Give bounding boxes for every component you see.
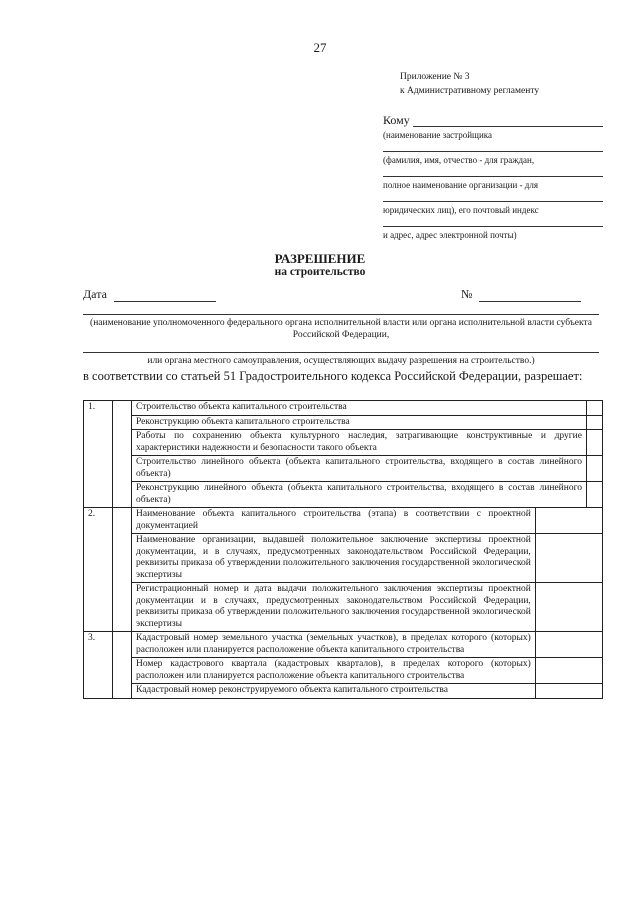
number-label: №: [461, 287, 473, 301]
authority-field-line-2[interactable]: [83, 352, 599, 353]
table-row: [84, 684, 603, 699]
field-label: Номер кадастрового квартала (кадастровых кварталов), в пределах которого (которых) расположен или планируется расположение объекта капитального строительства: [132, 658, 536, 684]
work-type-checkbox[interactable]: [587, 401, 603, 416]
recipient-label: Кому: [383, 113, 410, 127]
field-value[interactable]: [535, 658, 602, 684]
recipient-caption-2: (фамилия, имя, отчество - для граждан,: [383, 155, 535, 165]
table-row: [84, 415, 603, 430]
recipient-caption-4: юридических лиц), его почтовый индекс: [383, 205, 539, 215]
recipient-caption-3: полное наименование организации - для: [383, 180, 539, 190]
row-number: 3.: [84, 632, 113, 699]
authority-field-line-1[interactable]: [83, 314, 599, 315]
recipient-caption-5: и адрес, адрес электронной почты): [383, 230, 517, 240]
field-value[interactable]: [535, 684, 602, 699]
document-subtitle: на строительство: [274, 266, 366, 278]
recipient-field-3[interactable]: [383, 166, 603, 177]
work-type-checkbox[interactable]: [587, 430, 603, 456]
work-type-checkbox[interactable]: [587, 482, 603, 508]
table-row: [84, 456, 603, 482]
field-value[interactable]: [535, 534, 602, 583]
table-row: [84, 482, 603, 508]
work-type-option[interactable]: Реконструкцию объекта капитального строительства: [132, 415, 587, 430]
date-field[interactable]: [114, 288, 216, 302]
recipient-field-5[interactable]: [383, 216, 603, 227]
table-row: [84, 430, 603, 456]
permit-table: [83, 400, 603, 699]
field-label: Наименование организации, выдавшей положительное заключение экспертизы проектной документации, и в случаях, предусмотренных законодательством Российской Федерации, реквизиты приказа об утверждении положительного заключения государственной экологической экспертизы: [132, 534, 536, 583]
date-label: Дата: [83, 287, 107, 301]
work-type-option[interactable]: Реконструкцию линейного объекта (объекта капитального строительства, входящего в состав линейного объекта): [132, 482, 587, 508]
date-row: [83, 287, 216, 302]
appendix-line-2: к Административному регламенту: [400, 86, 540, 96]
number-row: [461, 287, 581, 302]
field-value[interactable]: [535, 632, 602, 658]
recipient-caption-1: (наименование застройщика: [383, 130, 493, 140]
row-number: 2.: [84, 508, 113, 632]
field-label: Кадастровый номер земельного участка (земельных участков), в пределах которого (которых) расположен или планируется расположение объекта капитального строительства: [132, 632, 536, 658]
field-label: Регистрационный номер и дата выдачи положительного заключения экспертизы проектной документации и в случаях, предусмотренных законодательством Российской Федерации, реквизиты приказа об утверждении положительного заключения государственной экологической экспертизы: [132, 583, 536, 632]
table-row: [84, 632, 603, 658]
field-label: Наименование объекта капитального строительства (этапа) в соответствии с проектной документацией: [132, 508, 536, 534]
work-type-checkbox[interactable]: [587, 415, 603, 430]
field-label: Кадастровый номер реконструируемого объекта капитального строительства: [132, 684, 536, 699]
table-row: [84, 583, 603, 632]
recipient-field-2[interactable]: [383, 141, 603, 152]
table-row: [84, 508, 603, 534]
field-value[interactable]: [535, 508, 602, 534]
recipient-block: [383, 113, 603, 241]
work-type-option[interactable]: Строительство линейного объекта (объекта капитального строительства, входящего в состав линейного объекта): [132, 456, 587, 482]
row-number: 1.: [84, 401, 113, 508]
authority-note-2: или органа местного самоуправления, осуществляющих выдачу разрешения на строительство.): [147, 356, 535, 366]
appendix-header: [400, 70, 539, 98]
table-row: [84, 534, 603, 583]
work-type-checkbox[interactable]: [587, 456, 603, 482]
field-value[interactable]: [535, 583, 602, 632]
work-type-option[interactable]: Работы по сохранению объекта культурного наследия, затрагивающие конструктивные и другие характеристики надежности и безопасности такого объекта: [132, 430, 587, 456]
document-title: РАЗРЕШЕНИЕ: [274, 251, 366, 266]
number-field[interactable]: [479, 288, 581, 302]
recipient-field-4[interactable]: [383, 191, 603, 202]
table-row: [84, 658, 603, 684]
work-type-option[interactable]: Строительство объекта капитального строительства: [132, 401, 587, 416]
authority-note-1: (наименование уполномоченного федерального органа исполнительной власти или органа исполнительной власти субъекта Российской Федерации,: [90, 318, 592, 340]
recipient-field[interactable]: [413, 114, 603, 127]
table-row: [84, 401, 603, 416]
appendix-line-1: Приложение № 3: [400, 72, 470, 82]
legal-basis-text: в соответствии со статьей 51 Градостроительного кодекса Российской Федерации, разрешает:: [83, 369, 583, 383]
page-number: 27: [313, 40, 327, 55]
